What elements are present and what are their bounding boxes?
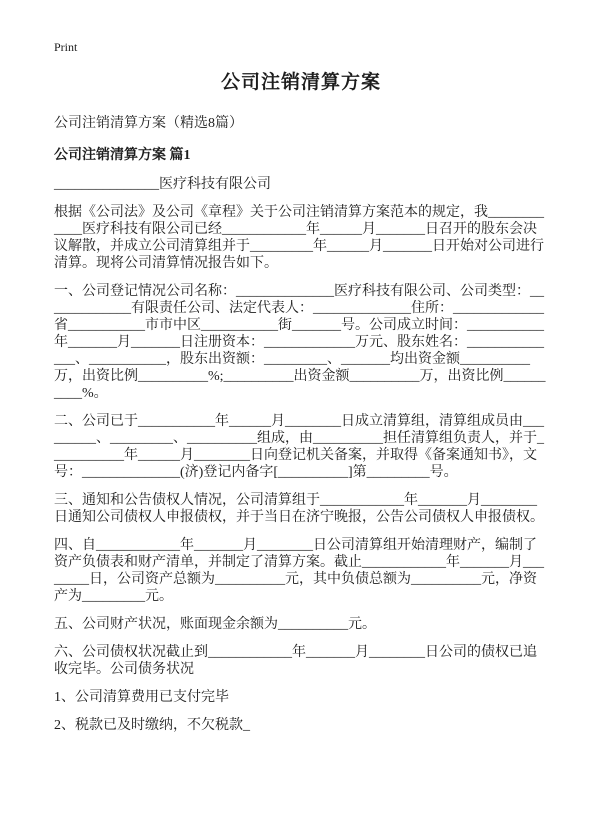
- document-title: 公司注销清算方案: [220, 72, 381, 93]
- print-button[interactable]: Print: [54, 40, 78, 54]
- list-item-taxes-paid: 2、税款已及时缴纳，不欠税款_: [54, 718, 250, 733]
- paragraph-property-status: 五、公司财产状况，账面现金余额为__________元。: [54, 617, 376, 632]
- paragraph-creditor-notice: 三、通知和公告债权人情况，公司清算组于____________年_______月________日通知公司债权人申报债权，并于当日在济宁晚报，公告公司债权人申报债权。: [54, 493, 544, 525]
- paragraph-liquidation-group: 二、公司已于___________年______月________日成立清算组，清算组成员由_________、_________、__________组成，由__________担任清算组负责人，并于___________年______月________日向登记机关备案，并取得《备案通知书》，文号：______________(济)登记内备字[__________]第_________号。: [54, 414, 544, 480]
- paragraph-company-name: _______________医疗科技有限公司: [54, 177, 271, 192]
- paragraph-registration-info: 一、公司登记情况公司名称：______________医疗科技有限公司、公司类型：_____________有限责任公司、法定代表人：______________住所：_____________省___________市市中区___________街_______号。公司成立时间：___________年_______月_______日注册资本：_____________万元、股东姓名：______________、___________，股东出资额：_________、_______均出资金额__________万，出资比例__________%;__________出资金额__________万，出资比例__________%。: [54, 284, 546, 401]
- paragraph-claims-status: 六、公司债权状况截止到____________年_______月________日公司的债权已追收完毕。公司债务状况: [54, 645, 537, 677]
- list-item-liquidation-fees: 1、公司清算费用已支付完毕: [54, 690, 229, 705]
- paragraph-intro: 根据《公司法》及公司《章程》关于公司注销清算方案范本的规定，我____________医疗科技有限公司已经____________年______月_______日召开的股东会决议解散，并成立公司清算组并于_________年______月_______日开始对公司进行清算。现将公司清算情况报告如下。: [54, 205, 544, 271]
- document-subtitle: 公司注销清算方案（精选8篇）: [54, 116, 243, 131]
- paragraph-asset-clearing: 四、自____________年_______月________日公司清算组开始清理财产，编制了资产负债表和财产清单，并制定了清算方案。截止____________年_______月________日，公司资产总额为__________元，其中负债总额为__________元，净资产为_________元。: [54, 538, 544, 604]
- section-heading-part1: 公司注销清算方案 篇1: [54, 148, 191, 163]
